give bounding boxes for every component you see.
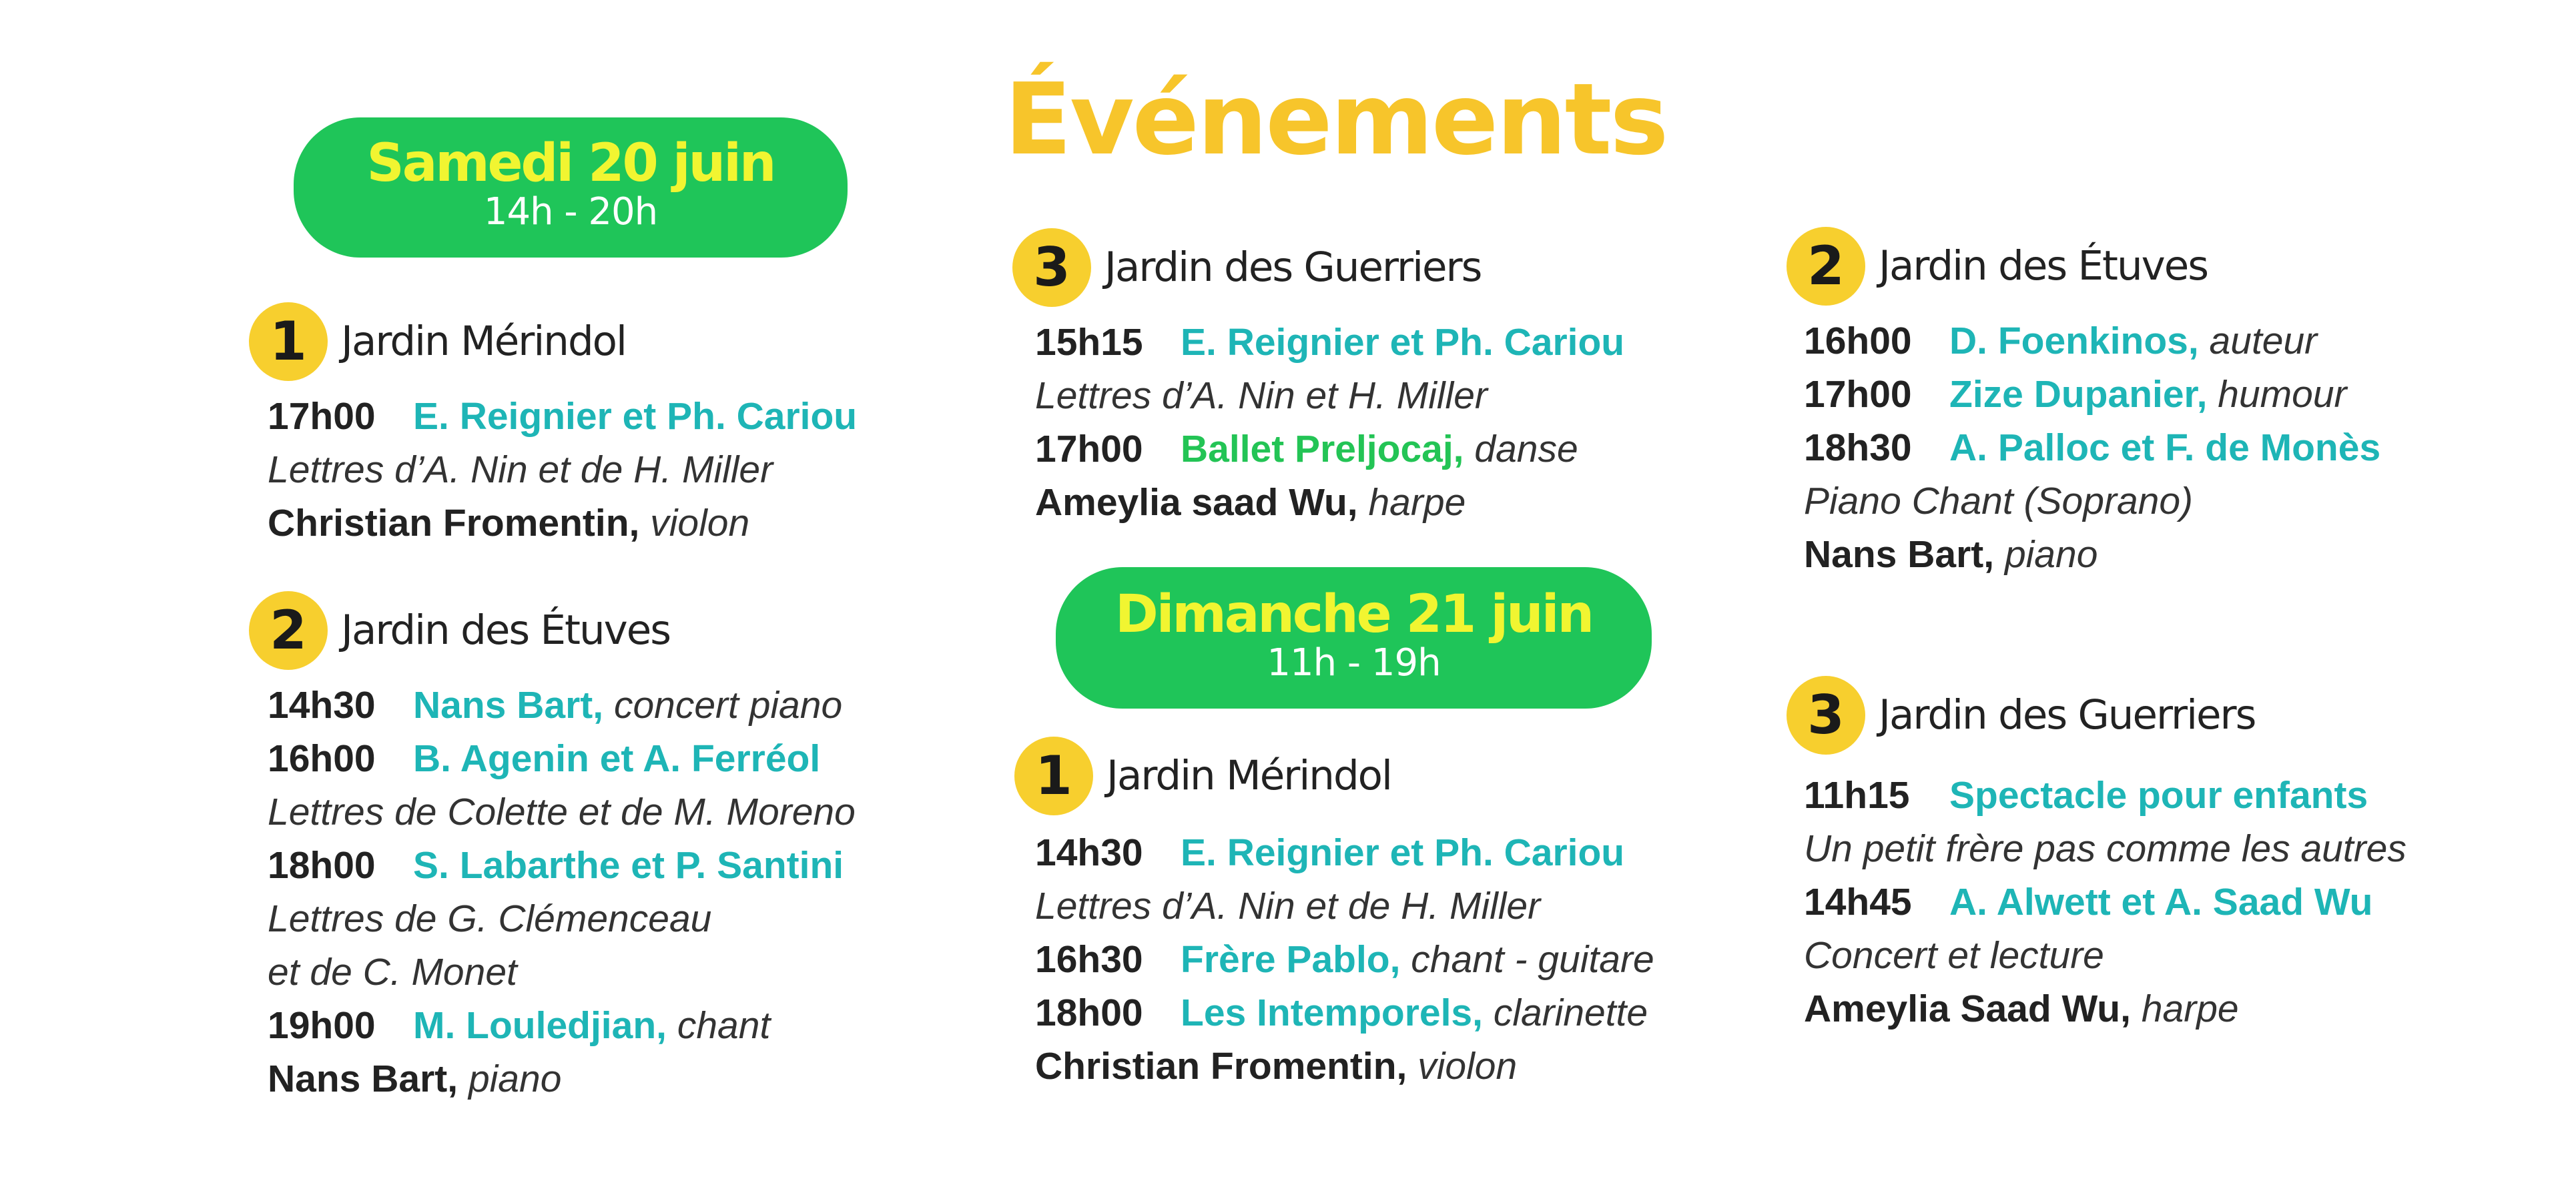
program-item (268, 390, 857, 443)
time-label: 14h30 (268, 684, 376, 727)
program-item (1035, 422, 1624, 476)
performer-name: A. Palloc et F. de Monès (1949, 426, 2381, 469)
program-description: Un petit frère pas comme les autres (1804, 827, 2406, 870)
performer-role: harpe (2141, 987, 2239, 1030)
time-label: 16h00 (1804, 320, 1912, 362)
performer-role: chant (677, 1004, 771, 1047)
performer-name: B. Agenin et A. Ferréol (413, 737, 821, 780)
venue-header-samedi-3 (1012, 228, 1613, 307)
time-label: 18h30 (1804, 426, 1912, 469)
performer-role: danse (1474, 428, 1578, 470)
program-item (1035, 933, 1654, 986)
time-label: 18h00 (1035, 991, 1143, 1034)
time-label: 14h30 (1035, 831, 1143, 874)
program-description: Lettres d’A. Nin et H. Miller (1035, 374, 1488, 417)
program-list-samedi-3 (1035, 316, 1624, 529)
venue-header-dimanche-2 (1787, 227, 2387, 306)
venue-header-dimanche-1 (1014, 737, 1615, 815)
performer-name: Spectacle pour enfants (1949, 774, 2368, 817)
performer-name: M. Louledjian, (413, 1004, 667, 1047)
program-item (268, 839, 856, 892)
program-description: Lettres de G. Clémenceau (268, 897, 712, 940)
performer-role: concert piano (613, 684, 843, 727)
performer-role: violon (650, 502, 750, 544)
program-description: Lettres d’A. Nin et de H. Miller (268, 448, 773, 491)
program-item (1804, 769, 2406, 822)
performer-name: E. Reignier et Ph. Cariou (1181, 831, 1625, 874)
venue-header-samedi-1 (249, 302, 783, 381)
venue-name: Jardin des Guerriers (1104, 244, 1482, 291)
program-item (268, 732, 856, 785)
venue-number-badge: 1 (249, 302, 328, 381)
program-list-dimanche-2 (1804, 314, 2380, 581)
performer-name: Ameylia Saad Wu, (1804, 987, 2131, 1030)
performer-name: Les Intemporels, (1181, 991, 1483, 1034)
performer-name: Ameylia saad Wu, (1035, 481, 1358, 524)
venue-name: Jardin Mérindol (1106, 752, 1391, 799)
program-item (1804, 314, 2380, 368)
performer-name: A. Alwett et A. Saad Wu (1949, 881, 2373, 923)
program-list-samedi-2 (268, 679, 856, 1106)
performer-name: Nans Bart, (268, 1058, 458, 1100)
time-label: 19h00 (268, 1004, 376, 1047)
performer-name: Frère Pablo, (1181, 938, 1401, 981)
performer-role: piano (2004, 533, 2098, 576)
program-item (268, 496, 857, 550)
time-label: 17h00 (1035, 428, 1143, 470)
hours-label: 11h - 19h (1267, 641, 1441, 685)
performer-role: violon (1417, 1045, 1518, 1088)
time-label: 18h00 (268, 844, 376, 887)
time-label: 17h00 (268, 395, 376, 438)
program-description: Lettres d’A. Nin et de H. Miller (1035, 885, 1541, 927)
time-label: 14h45 (1804, 881, 1912, 923)
time-label: 16h00 (268, 737, 376, 780)
program-item (1035, 1040, 1654, 1093)
program-description: Concert et lecture (1804, 934, 2104, 977)
performer-name: E. Reignier et Ph. Cariou (413, 395, 858, 438)
program-item (268, 1052, 856, 1106)
program-item (268, 999, 856, 1052)
hours-label: 14h - 20h (483, 190, 658, 234)
venue-number-badge: 3 (1012, 228, 1091, 307)
program-item (1035, 826, 1654, 879)
performer-name: D. Foenkinos, (1949, 320, 2199, 362)
performer-name: Zize Dupanier, (1949, 373, 2208, 416)
venue-number-badge: 2 (249, 591, 328, 670)
venue-name: Jardin des Guerriers (1879, 691, 2256, 739)
program-list-dimanche-1 (1035, 826, 1654, 1093)
venue-header-dimanche-3 (1787, 676, 2387, 755)
program-item (1804, 528, 2380, 581)
performer-role: chant - guitare (1411, 938, 1654, 981)
program-list-samedi-1 (268, 390, 857, 550)
venue-number-badge: 1 (1014, 737, 1093, 815)
time-label: 16h30 (1035, 938, 1143, 981)
program-description: Lettres de Colette et de M. Moreno (268, 791, 856, 833)
performer-role: piano (468, 1058, 562, 1100)
page-title: Événements (1004, 62, 1667, 177)
program-item (1804, 368, 2380, 421)
venue-number-badge: 3 (1787, 676, 1865, 755)
time-label: 11h15 (1804, 774, 1910, 817)
program-description: et de C. Monet (268, 951, 517, 993)
performer-role: auteur (2209, 320, 2318, 362)
performer-name: Ballet Preljocaj, (1181, 428, 1464, 470)
program-description: Piano Chant (Soprano) (1804, 480, 2194, 522)
performer-name: S. Labarthe et P. Santini (413, 844, 844, 887)
day-banner-dimanche (1056, 567, 1652, 709)
day-banner-samedi (294, 117, 848, 258)
program-item (1035, 476, 1624, 529)
performer-role: harpe (1368, 481, 1466, 524)
venue-name: Jardin des Étuves (1879, 242, 2208, 290)
program-item (1804, 875, 2406, 929)
performer-name: E. Reignier et Ph. Cariou (1181, 321, 1625, 364)
time-label: 15h15 (1035, 321, 1143, 364)
day-label: Dimanche 21 juin (1115, 584, 1592, 645)
program-item (1035, 986, 1654, 1040)
performer-name: Christian Fromentin, (1035, 1045, 1407, 1088)
venue-number-badge: 2 (1787, 227, 1865, 306)
venue-name: Jardin des Étuves (341, 607, 671, 654)
program-item (1804, 982, 2406, 1036)
performer-name: Nans Bart, (413, 684, 604, 727)
performer-role: humour (2218, 373, 2347, 416)
performer-name: Nans Bart, (1804, 533, 1995, 576)
day-label: Samedi 20 juin (366, 133, 775, 193)
program-item (1035, 316, 1624, 369)
program-item (268, 679, 856, 732)
program-item (1804, 421, 2380, 474)
performer-name: Christian Fromentin, (268, 502, 640, 544)
venue-header-samedi-2 (249, 591, 783, 670)
performer-role: clarinette (1493, 991, 1648, 1034)
time-label: 17h00 (1804, 373, 1912, 416)
venue-name: Jardin Mérindol (341, 318, 626, 365)
program-list-dimanche-3 (1804, 769, 2406, 1036)
